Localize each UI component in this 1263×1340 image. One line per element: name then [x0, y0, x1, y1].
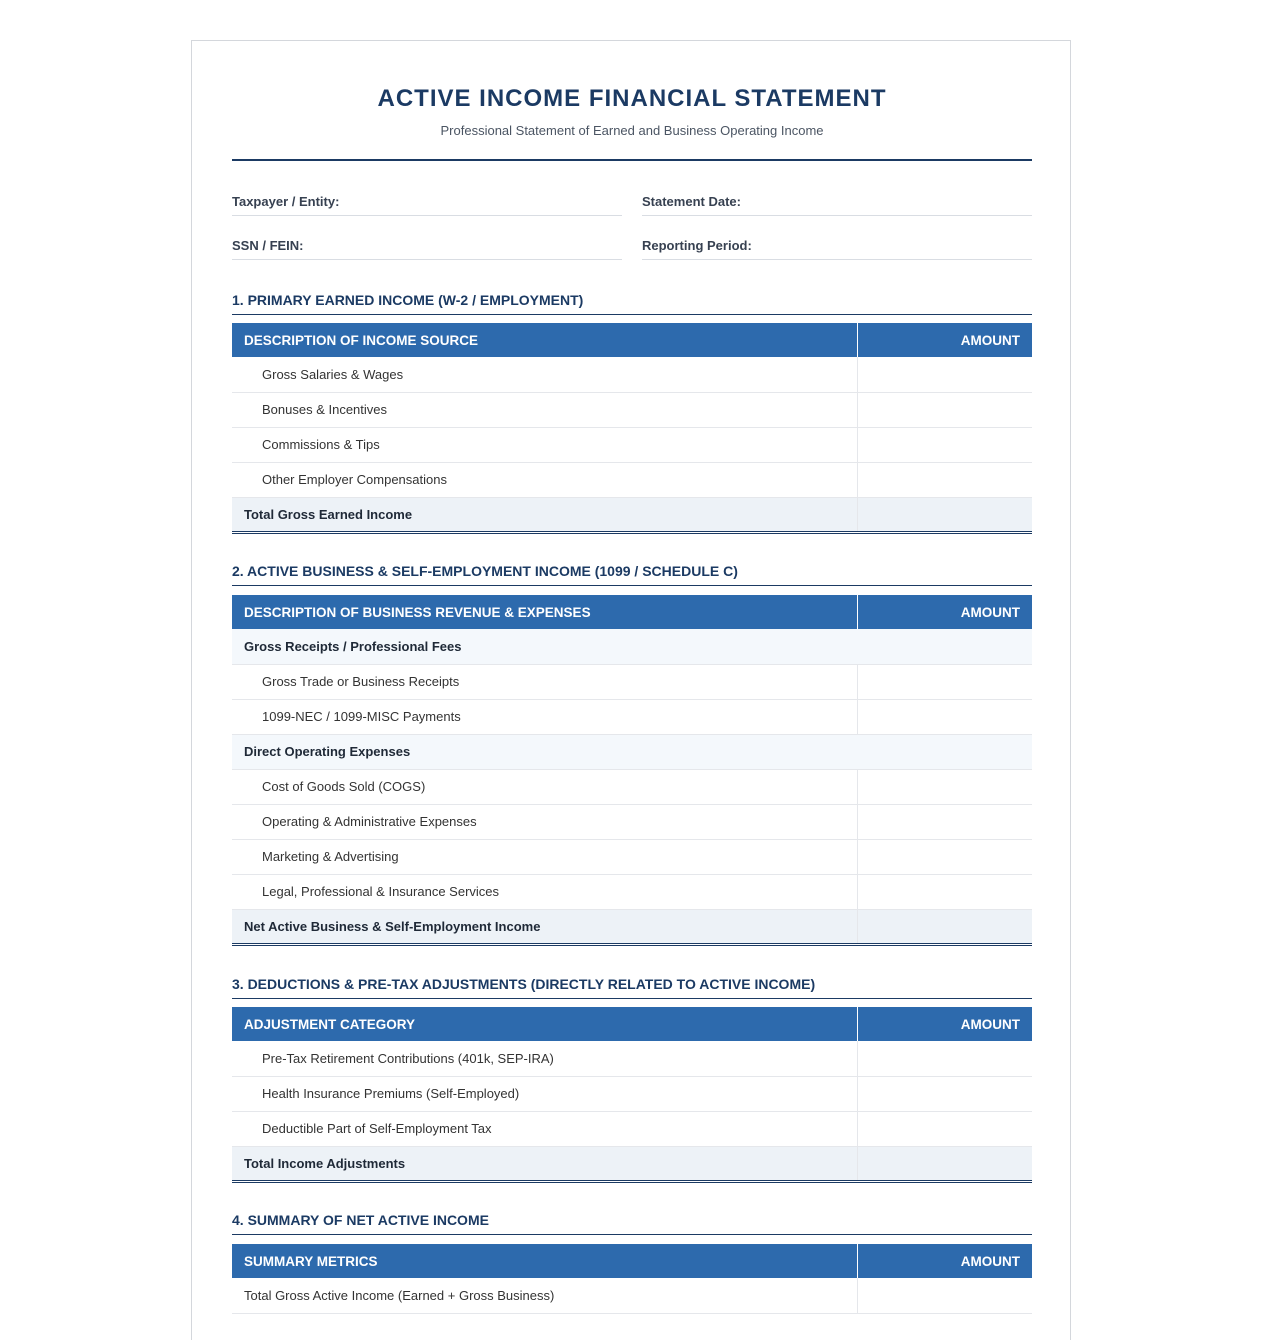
row-label: Pre-Tax Retirement Contributions (401k, SEP-IRA)	[232, 1041, 857, 1076]
col-amount: AMOUNT	[857, 323, 1032, 357]
section-4-title: 4. SUMMARY OF NET ACTIVE INCOME	[232, 1212, 1032, 1235]
col-description: DESCRIPTION OF BUSINESS REVENUE & EXPENSES	[232, 595, 857, 629]
row-label: Operating & Administrative Expenses	[232, 804, 857, 839]
taxpayer-label: Taxpayer / Entity:	[232, 194, 340, 209]
reporting-period-label: Reporting Period:	[642, 238, 752, 253]
summary-table	[232, 1244, 1032, 1314]
row-label: Total Gross Active Income (Earned + Gross Business)	[232, 1278, 857, 1313]
business-income-table	[232, 595, 1032, 946]
amount-cell[interactable]	[857, 1041, 1032, 1076]
ssn-field[interactable]	[232, 225, 622, 260]
amount-cell[interactable]	[857, 664, 1032, 699]
row-label: Gross Trade or Business Receipts	[232, 664, 857, 699]
table-header	[232, 323, 1032, 357]
row-label: Legal, Professional & Insurance Services	[232, 874, 857, 909]
table-header	[232, 1007, 1032, 1041]
row-label: Other Employer Compensations	[232, 462, 857, 497]
table-row	[232, 699, 1032, 734]
total-row	[232, 1146, 1032, 1181]
table-row	[232, 462, 1032, 497]
table-row	[232, 1111, 1032, 1146]
col-amount: AMOUNT	[857, 1244, 1032, 1278]
group-row	[232, 629, 1032, 664]
total-label: Total Gross Earned Income	[232, 497, 857, 532]
table-row	[232, 664, 1032, 699]
row-label: Health Insurance Premiums (Self-Employed)	[232, 1076, 857, 1111]
total-row	[232, 497, 1032, 532]
row-label: Marketing & Advertising	[232, 839, 857, 874]
amount-cell[interactable]	[857, 839, 1032, 874]
adjustments-table	[232, 1007, 1032, 1183]
table-header	[232, 1244, 1032, 1278]
table-row	[232, 1076, 1032, 1111]
row-label: Commissions & Tips	[232, 427, 857, 462]
table-row	[232, 839, 1032, 874]
col-amount: AMOUNT	[857, 595, 1032, 629]
col-description: ADJUSTMENT CATEGORY	[232, 1007, 857, 1041]
col-description: SUMMARY METRICS	[232, 1244, 857, 1278]
amount-cell[interactable]	[857, 804, 1032, 839]
group-label: Gross Receipts / Professional Fees	[232, 629, 1032, 664]
table-row	[232, 392, 1032, 427]
page-subtitle: Professional Statement of Earned and Business Operating Income	[440, 123, 824, 138]
amount-cell[interactable]	[857, 1111, 1032, 1146]
section-2-title: 2. ACTIVE BUSINESS & SELF-EMPLOYMENT INCOME (1099 / SCHEDULE C)	[232, 563, 1032, 586]
amount-cell[interactable]	[857, 1076, 1032, 1111]
total-amount-cell[interactable]	[857, 909, 1032, 944]
total-label: Total Income Adjustments	[232, 1146, 857, 1181]
statement-date-label: Statement Date:	[642, 194, 741, 209]
ssn-label: SSN / FEIN:	[232, 238, 304, 253]
section-3-title: 3. DEDUCTIONS & PRE-TAX ADJUSTMENTS (DIRECTLY RELATED TO ACTIVE INCOME)	[232, 976, 1032, 999]
taxpayer-field[interactable]	[232, 181, 622, 216]
col-description: DESCRIPTION OF INCOME SOURCE	[232, 323, 857, 357]
amount-cell[interactable]	[857, 462, 1032, 497]
earned-income-table	[232, 323, 1032, 534]
amount-cell[interactable]	[857, 392, 1032, 427]
amount-cell[interactable]	[857, 699, 1032, 734]
amount-cell[interactable]	[857, 769, 1032, 804]
page-title: ACTIVE INCOME FINANCIAL STATEMENT	[377, 85, 887, 112]
table-row	[232, 357, 1032, 392]
row-label: Gross Salaries & Wages	[232, 357, 857, 392]
table-row	[232, 874, 1032, 909]
total-amount-cell[interactable]	[857, 1146, 1032, 1181]
table-header	[232, 595, 1032, 629]
col-amount: AMOUNT	[857, 1007, 1032, 1041]
section-1-title: 1. PRIMARY EARNED INCOME (W-2 / EMPLOYMENT)	[232, 292, 1032, 315]
row-label: Bonuses & Incentives	[232, 392, 857, 427]
amount-cell[interactable]	[857, 357, 1032, 392]
row-label: 1099-NEC / 1099-MISC Payments	[232, 699, 857, 734]
table-row	[232, 1041, 1032, 1076]
total-amount-cell[interactable]	[857, 497, 1032, 532]
group-row	[232, 734, 1032, 769]
total-row	[232, 909, 1032, 944]
reporting-period-field[interactable]	[642, 225, 1032, 260]
group-label: Direct Operating Expenses	[232, 734, 1032, 769]
statement-date-field[interactable]	[642, 181, 1032, 216]
table-row	[232, 427, 1032, 462]
amount-cell[interactable]	[857, 427, 1032, 462]
title-divider	[232, 159, 1032, 161]
row-label: Deductible Part of Self-Employment Tax	[232, 1111, 857, 1146]
table-row	[232, 769, 1032, 804]
amount-cell[interactable]	[857, 874, 1032, 909]
total-label: Net Active Business & Self-Employment Income	[232, 909, 857, 944]
table-row	[232, 804, 1032, 839]
row-label: Cost of Goods Sold (COGS)	[232, 769, 857, 804]
statement-page	[191, 40, 1071, 1340]
